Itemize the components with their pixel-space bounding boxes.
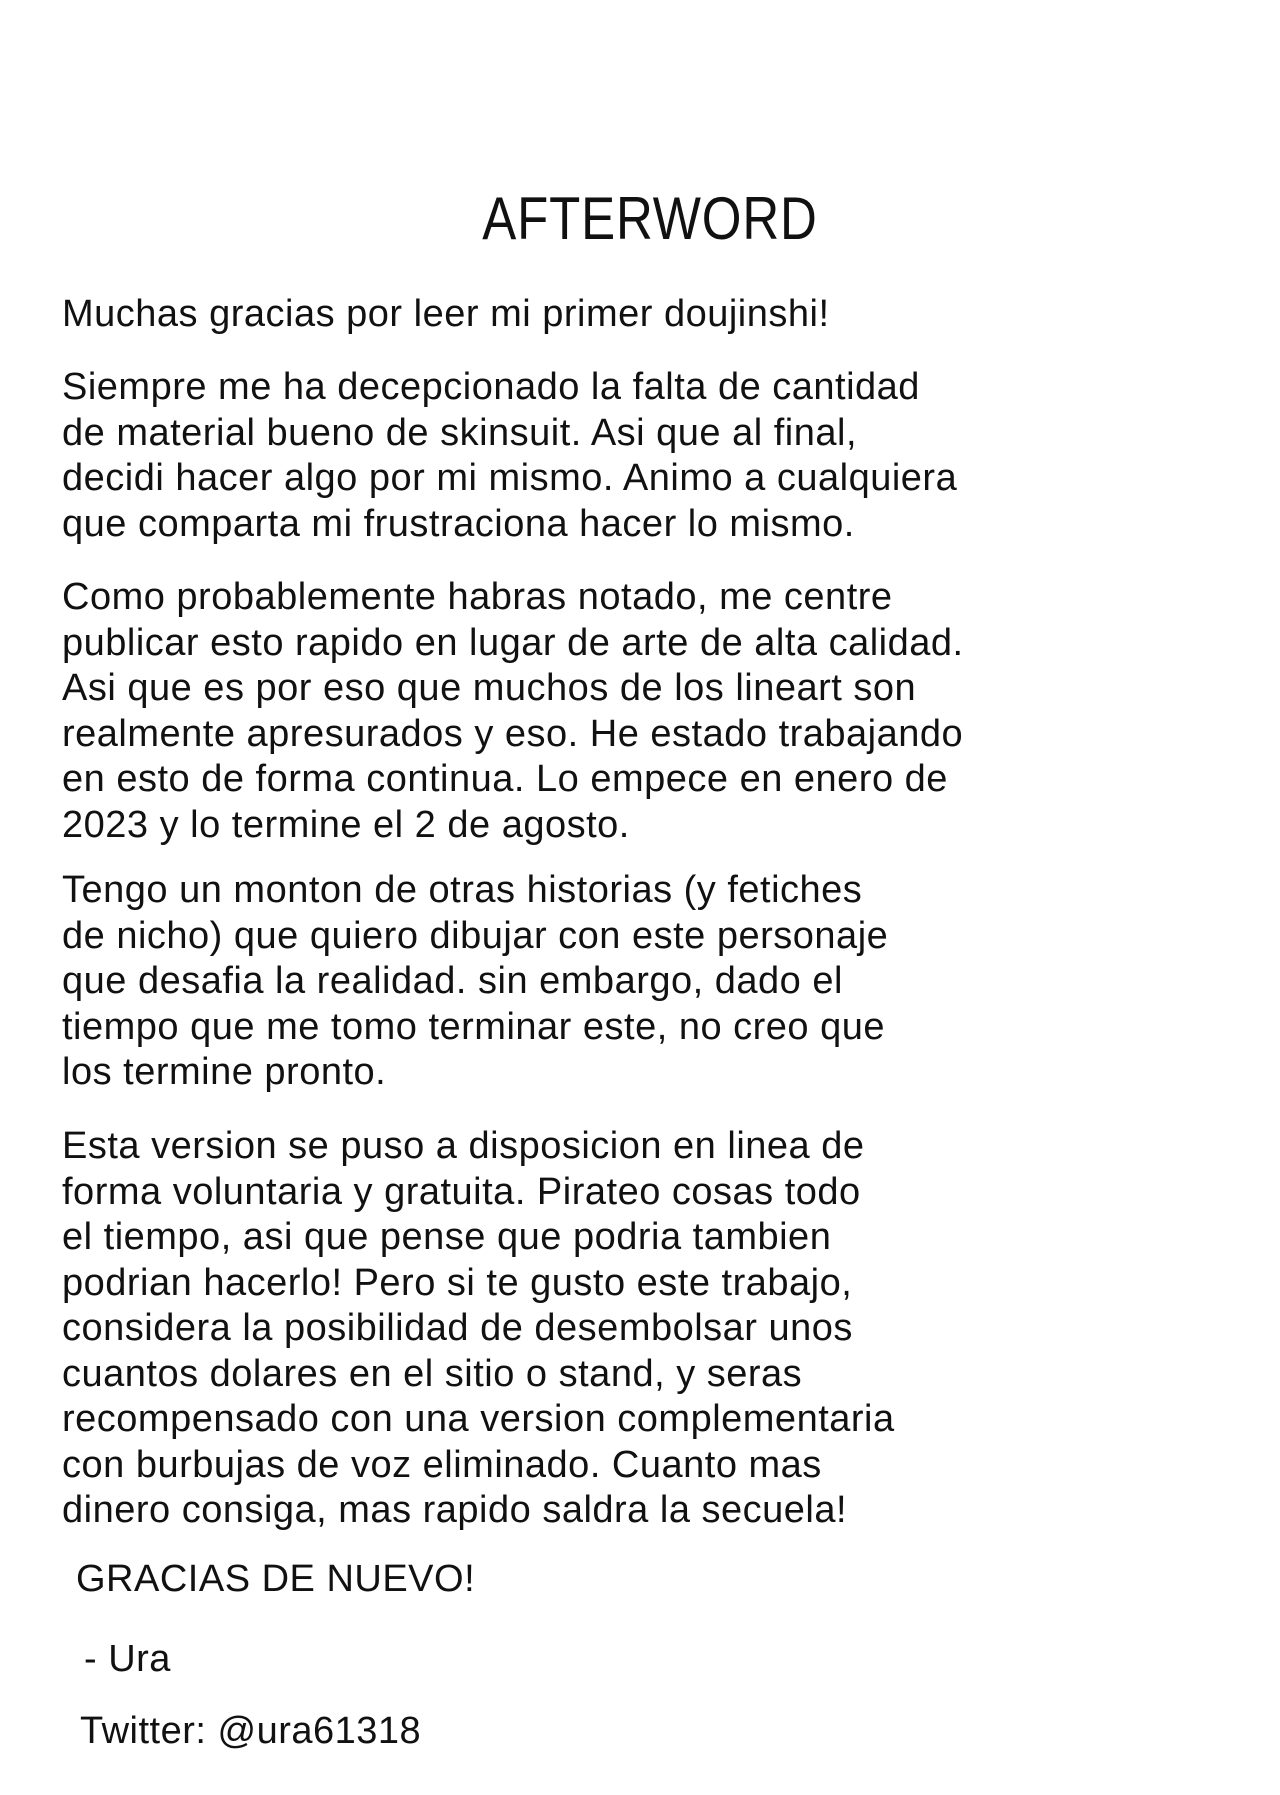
paragraph-line: Como probablemente habras notado, me centre (62, 576, 893, 618)
paragraph-line: que comparta mi frustraciona hacer lo mismo. (62, 502, 855, 545)
paragraph-line: dinero consiga, mas rapido saldra la secuela! (62, 1489, 848, 1531)
paragraph-line: tiempo que me tomo terminar este, no creo que (62, 1005, 886, 1048)
paragraph-line: considera la posibilidad de desembolsar unos (62, 1307, 853, 1349)
paragraph-line: Asi que es por eso que muchos de los lineart son (62, 667, 917, 709)
signature: - Ura (84, 1638, 171, 1680)
paragraph-line: de material bueno de skinsuit. Asi que al final, (62, 411, 858, 454)
paragraph-line: realmente apresurados y eso. He estado trabajando (62, 712, 964, 755)
paragraph-line: decidi hacer algo por mi mismo. Animo a cualquiera (62, 457, 958, 499)
paragraph-line: forma voluntaria y gratuita. Pirateo cosas todo (62, 1170, 861, 1213)
paragraph-line: con burbujas de voz eliminado. Cuanto mas (62, 1443, 822, 1486)
paragraph-line: publicar esto rapido en lugar de arte de alta calidad. (62, 621, 964, 664)
paragraph-line: los termine pronto. (62, 1051, 387, 1093)
paragraph-line: cuantos dolares en el sitio o stand, y seras (62, 1352, 803, 1395)
paragraph-line: podrian hacerlo! Pero si te gusto este trabajo, (62, 1261, 853, 1304)
paragraph-line: que desafia la realidad. sin embargo, dado el (62, 960, 843, 1002)
paragraph-line: en esto de forma continua. Lo empece en enero de (62, 758, 948, 800)
paragraph-line: recompensado con una version complementaria (62, 1398, 895, 1440)
page-title: AFTERWORD (482, 185, 818, 252)
paragraph-line: 2023 y lo termine el 2 de agosto. (62, 803, 630, 846)
paragraph-line: Siempre me ha decepcionado la falta de cantidad (62, 366, 920, 408)
twitter-handle: Twitter: @ura61318 (80, 1710, 422, 1752)
intro-line: Muchas gracias por leer mi primer doujinshi! (62, 293, 830, 335)
paragraph-line: Tengo un monton de otras historias (y fetiches (62, 869, 863, 911)
paragraph-line: el tiempo, asi que pense que podria tambien (62, 1216, 832, 1258)
paragraph-line: Esta version se puso a disposicion en linea de (62, 1125, 865, 1167)
paragraph-line: de nicho) que quiero dibujar con este personaje (62, 914, 889, 957)
closing-line: GRACIAS DE NUEVO! (76, 1558, 476, 1600)
